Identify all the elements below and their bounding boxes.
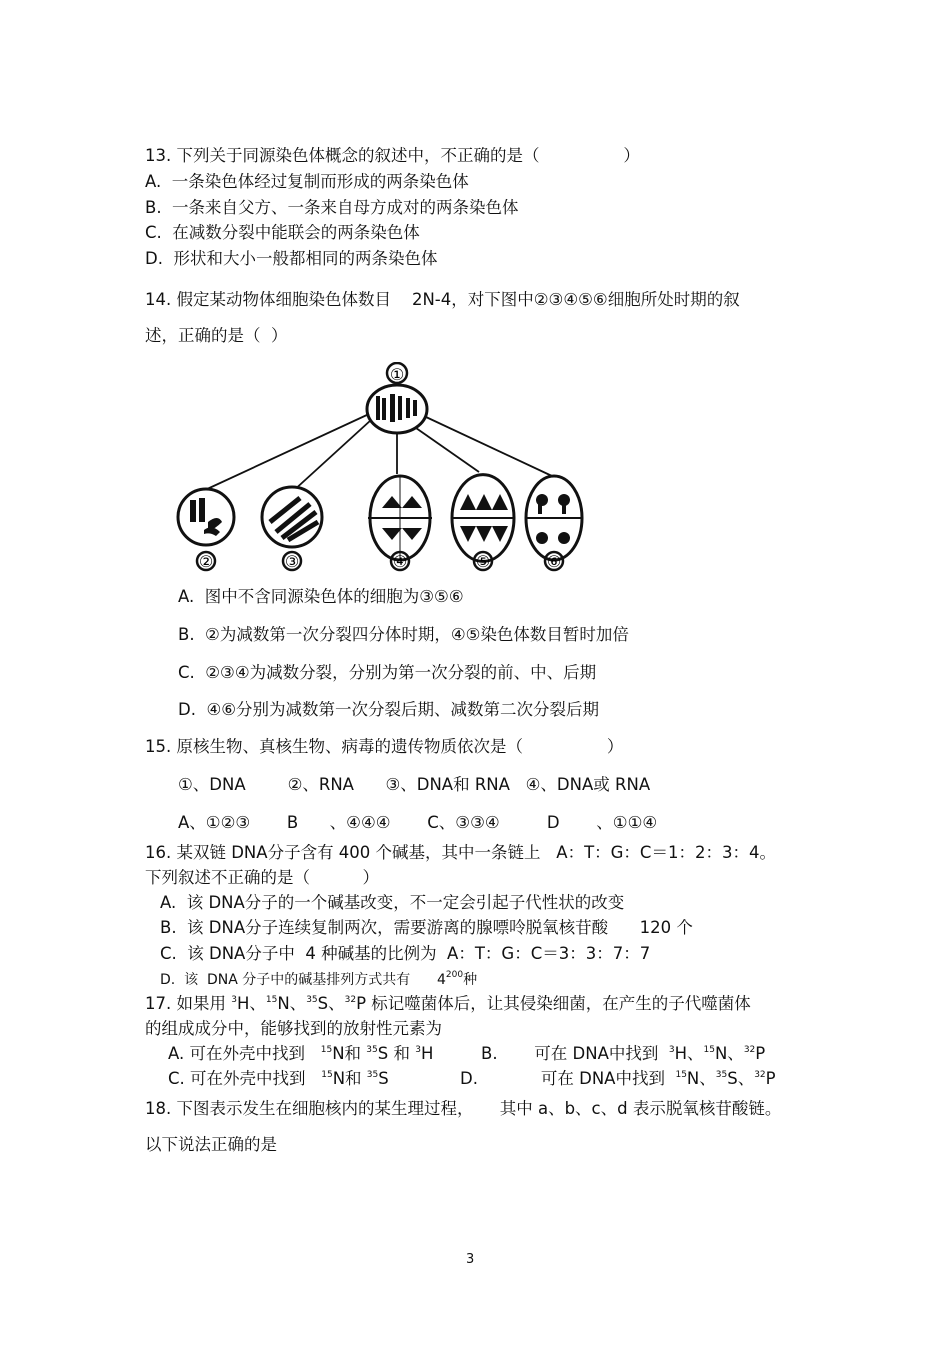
q17-option-a: A. 可在外壳中找到 $^{15}$N和 $^{35}$S 和 $^3$H [168, 1044, 434, 1063]
q16-option-d-exponent: 200 [445, 970, 464, 980]
q15-stem: 15. 原核生物、真核生物、病毒的遗传物质依次是（ ） [145, 737, 624, 756]
q16-option-b: B. 该 DNA分子连续复制两次，需要游离的腺嘌呤脱氧核苷酸 120 个 [160, 918, 693, 937]
cell-label-5: ⑤ [475, 552, 491, 571]
q16-stem-line1: 16. 某双链 DNA分子含有 400 个碱基，其中一条链上 A：T：G：C＝1：2：3：4。 [145, 843, 776, 862]
q16-option-d-unit: 种 [463, 972, 478, 988]
q17-stem-line2: 的组成成分中，能够找到的放射性元素为 [145, 1019, 442, 1038]
q18-stem-line1: 18. 下图表示发生在细胞核内的某生理过程， 其中 a、b、c、d 表示脱氧核苷酸链。 [145, 1099, 782, 1118]
q16-option-d-text: D. 该 DNA 分子中的碱基排列方式共有 4 [160, 972, 446, 988]
q14-option-c: C. ②③④为减数分裂，分别为第一次分裂的前、中、后期 [178, 663, 597, 682]
q15-items: ①、DNA ②、RNA ③、DNA和 RNA ④、DNA或 RNA [178, 775, 651, 794]
page-number: 3 [466, 1252, 475, 1267]
q13-option-b: B. 一条来自父方、一条来自母方成对的两条染色体 [145, 198, 519, 217]
q14-stem-line1: 14. 假定某动物体细胞染色体数目 2N-4，对下图中②③④⑤⑥细胞所处时期的叙 [145, 290, 740, 309]
q14-option-d: D. ④⑥分别为减数第一次分裂后期、减数第二次分裂后期 [178, 700, 600, 719]
q13-stem: 13. 下列关于同源染色体概念的叙述中，不正确的是（ ） [145, 146, 640, 165]
q17-option-b: B. 可在 DNA中找到 $^3$H、$^{15}$N、$^{32}$P [481, 1044, 766, 1063]
cell-label-6: ⑥ [546, 552, 562, 571]
cell-label-3: ③ [284, 552, 300, 571]
q14-option-b: B. ②为减数第一次分裂四分体时期，④⑤染色体数目暂时加倍 [178, 625, 629, 644]
q17-option-c: C. 可在外壳中找到 $^{15}$N和 $^{35}$S [168, 1069, 389, 1088]
cell-division-figure [170, 362, 590, 572]
cell-label-2: ② [198, 552, 214, 571]
q16-option-a: A. 该 DNA分子的一个碱基改变，不一定会引起子代性状的改变 [160, 893, 625, 912]
q16-option-d [160, 970, 477, 990]
cell-2 [178, 489, 234, 545]
q13-option-a: A. 一条染色体经过复制而形成的两条染色体 [145, 172, 469, 191]
q16-option-c: C. 该 DNA分子中 4 种碱基的比例为 A：T：G：C＝3：3：7：7 [160, 944, 651, 963]
cell-label-4: ④ [392, 552, 408, 571]
q14-option-a: A. 图中不含同源染色体的细胞为③⑤⑥ [178, 587, 464, 606]
q14-stem-line2: 述，正确的是（ ） [145, 326, 288, 345]
q17-option-d: D. 可在 DNA中找到 $^{15}$N、$^{35}$S、$^{32}$P [460, 1069, 776, 1088]
cell-label-1: ① [389, 365, 405, 384]
q18-stem-line2: 以下说法正确的是 [145, 1135, 277, 1154]
q13-option-d: D. 形状和大小一般都相同的两条染色体 [145, 249, 438, 268]
q13-option-c: C. 在减数分裂中能联会的两条染色体 [145, 223, 420, 242]
q15-options: A、①②③ B 、④④④ C、③③④ D 、①①④ [178, 813, 658, 832]
q16-stem-line2: 下列叙述不正确的是（ ） [145, 868, 379, 887]
q17-stem-line1: 17. 如果用 $^3$H、$^{15}$N、$^{35}$S、$^{32}$P 标记噬菌体后，让其侵染细菌，在产生的子代噬菌体 [145, 994, 751, 1013]
